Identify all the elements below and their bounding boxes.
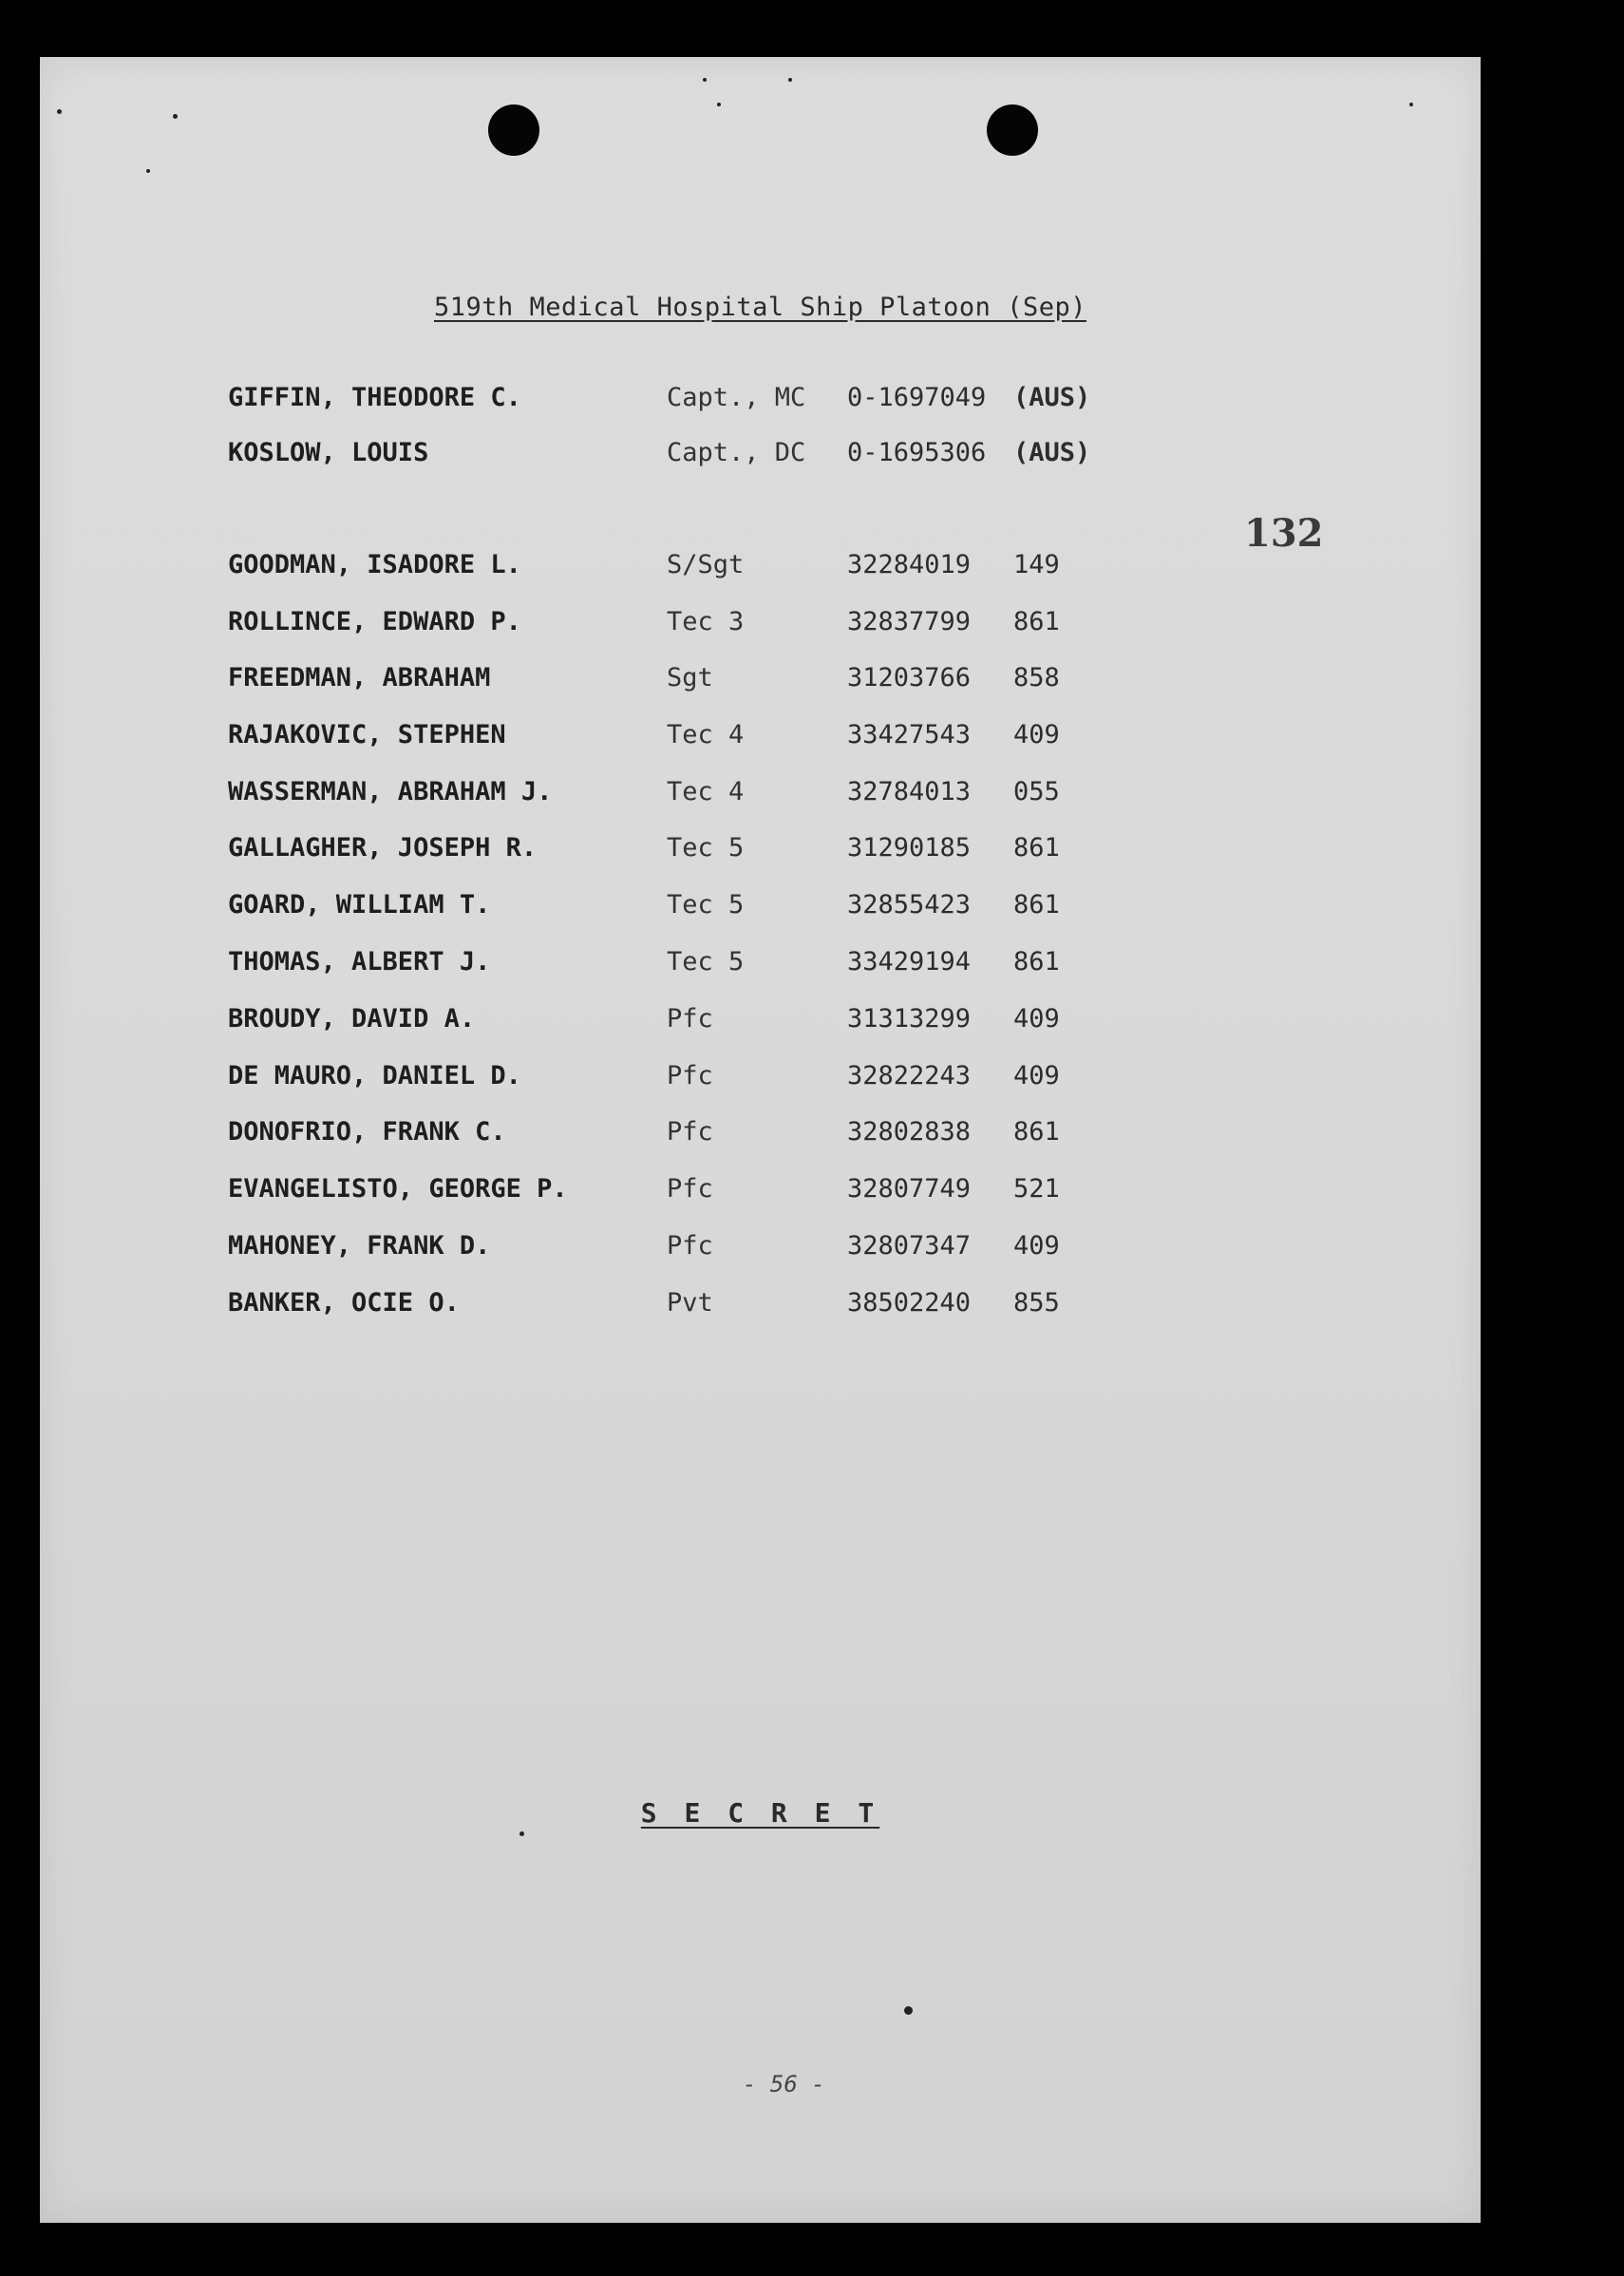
member-name: ROLLINCE, EDWARD P.	[228, 607, 521, 636]
member-name: DE MAURO, DANIEL D.	[228, 1061, 521, 1091]
member-name: GOARD, WILLIAM T.	[228, 890, 491, 920]
member-code: (AUS)	[1013, 438, 1091, 467]
enlisted-row	[40, 890, 1481, 924]
member-name: GOODMAN, ISADORE L.	[228, 550, 521, 579]
member-rank: Pfc	[667, 1231, 713, 1261]
member-code: 855	[1013, 1288, 1060, 1318]
member-code: 861	[1013, 1117, 1060, 1147]
enlisted-row	[40, 663, 1481, 697]
member-serial: 32855423	[847, 890, 972, 920]
enlisted-row	[40, 1231, 1481, 1265]
member-code: 858	[1013, 663, 1060, 692]
member-serial: 33429194	[847, 947, 972, 977]
member-name: MAHONEY, FRANK D.	[228, 1231, 491, 1261]
enlisted-row	[40, 947, 1481, 981]
member-serial: 33427543	[847, 720, 972, 749]
member-serial: 38502240	[847, 1288, 972, 1318]
member-serial: 32837799	[847, 607, 972, 636]
member-rank: Tec 4	[667, 720, 745, 749]
member-rank: Pfc	[667, 1061, 713, 1091]
enlisted-row	[40, 550, 1481, 584]
member-name: BROUDY, DAVID A.	[228, 1004, 476, 1034]
classification-marking: S E C R E T	[640, 1797, 880, 1829]
member-rank: Tec 5	[667, 890, 745, 920]
member-code: (AUS)	[1013, 383, 1091, 412]
member-rank: Pvt	[667, 1288, 713, 1318]
personnel-roster	[40, 57, 1481, 2223]
member-code: 409	[1013, 1061, 1060, 1091]
member-code: 861	[1013, 833, 1060, 863]
member-serial: 32284019	[847, 550, 972, 579]
member-code: 861	[1013, 947, 1060, 977]
member-name: THOMAS, ALBERT J.	[228, 947, 491, 977]
enlisted-row	[40, 607, 1481, 641]
member-serial: 32807749	[847, 1174, 972, 1204]
member-name: GIFFIN, THEODORE C.	[228, 383, 521, 412]
member-code: 521	[1013, 1174, 1060, 1204]
member-serial: 0-1697049	[847, 383, 987, 412]
member-name: BANKER, OCIE O.	[228, 1288, 460, 1318]
member-code: 861	[1013, 607, 1060, 636]
member-name: KOSLOW, LOUIS	[228, 438, 429, 467]
member-name: FREEDMAN, ABRAHAM	[228, 663, 491, 692]
enlisted-row	[40, 1061, 1481, 1095]
member-name: EVANGELISTO, GEORGE P.	[228, 1174, 568, 1204]
enlisted-row	[40, 777, 1481, 811]
member-name: GALLAGHER, JOSEPH R.	[228, 833, 538, 863]
member-rank: Capt., MC	[667, 383, 806, 412]
member-serial: 32807347	[847, 1231, 972, 1261]
document-heading: 519th Medical Hospital Ship Platoon (Sep)	[434, 293, 1086, 322]
member-rank: Tec 5	[667, 947, 745, 977]
member-code: 409	[1013, 1004, 1060, 1034]
member-code: 055	[1013, 777, 1060, 806]
member-serial: 32822243	[847, 1061, 972, 1091]
officer-row	[40, 438, 1481, 472]
member-name: RAJAKOVIC, STEPHEN	[228, 720, 506, 749]
member-serial: 32784013	[847, 777, 972, 806]
member-serial: 32802838	[847, 1117, 972, 1147]
page-marker: 132	[1244, 511, 1324, 556]
member-serial: 31203766	[847, 663, 972, 692]
member-rank: Tec 5	[667, 833, 745, 863]
member-code: 409	[1013, 720, 1060, 749]
enlisted-row	[40, 1288, 1481, 1322]
footer-page-number: - 56 -	[743, 2071, 825, 2097]
member-name: WASSERMAN, ABRAHAM J.	[228, 777, 553, 806]
document-page	[40, 57, 1481, 2223]
enlisted-row	[40, 833, 1481, 867]
member-rank: Pfc	[667, 1117, 713, 1147]
member-rank: Pfc	[667, 1174, 713, 1204]
member-rank: Sgt	[667, 663, 713, 692]
member-serial: 31313299	[847, 1004, 972, 1034]
enlisted-row	[40, 1004, 1481, 1038]
member-code: 409	[1013, 1231, 1060, 1261]
member-name: DONOFRIO, FRANK C.	[228, 1117, 506, 1147]
member-serial: 31290185	[847, 833, 972, 863]
member-code: 861	[1013, 890, 1060, 920]
member-rank: Capt., DC	[667, 438, 806, 467]
member-serial: 0-1695306	[847, 438, 987, 467]
enlisted-row	[40, 1117, 1481, 1151]
member-rank: Tec 3	[667, 607, 745, 636]
enlisted-row	[40, 720, 1481, 754]
member-rank: Tec 4	[667, 777, 745, 806]
officer-row	[40, 383, 1481, 417]
member-rank: S/Sgt	[667, 550, 745, 579]
enlisted-row	[40, 1174, 1481, 1208]
member-rank: Pfc	[667, 1004, 713, 1034]
member-code: 149	[1013, 550, 1060, 579]
